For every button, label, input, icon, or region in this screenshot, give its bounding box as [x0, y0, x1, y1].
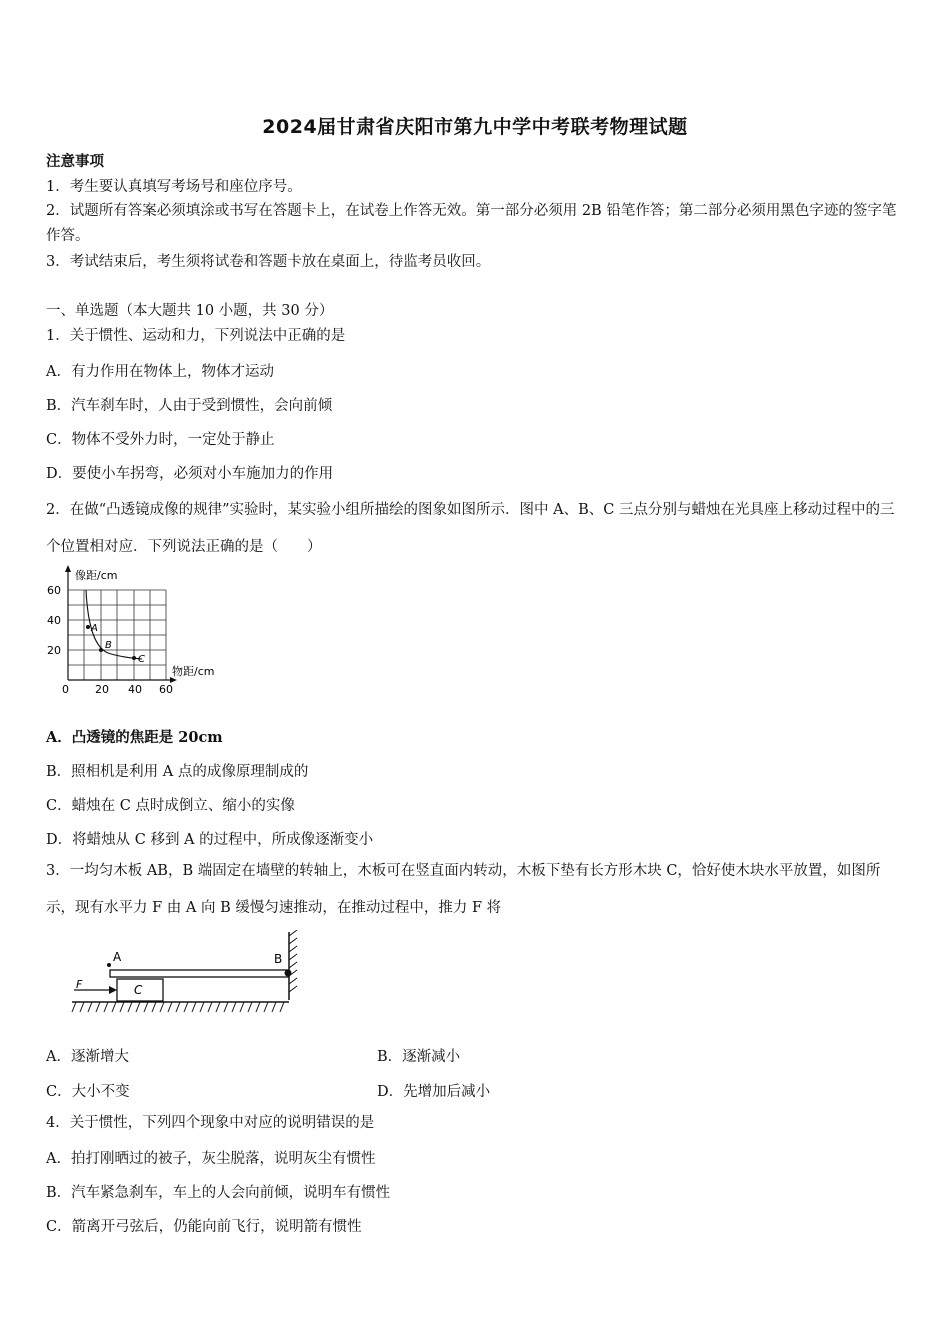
y-axis-label: 像距/cm: [75, 569, 118, 582]
question-4-option-b[interactable]: B．汽车紧急刹车，车上的人会向前倾，说明车有惯性: [46, 1185, 391, 1201]
point-b: [99, 648, 103, 652]
x-tick-60: 60: [159, 683, 173, 696]
y-tick-20: 20: [47, 644, 61, 657]
question-3-option-b[interactable]: B．逐渐减小: [377, 1049, 461, 1065]
question-3-stem: 3．一均匀木板 AB，B 端固定在墙壁的转轴上，木板可在竖直面内转动，木板下垫有长方形木块 C，恰好使木块水平放置，如图所示，现有水平力 F 由 A 向 B 缓慢匀速推动，在推动过程中，推力 F 将: [46, 863, 881, 916]
label-f: F: [76, 978, 83, 991]
question-4-option-a[interactable]: A．拍打刚晒过的被子，灰尘脱落，说明灰尘有惯性: [46, 1151, 376, 1167]
page-title: 2024届甘肃省庆阳市第九中学中考联考物理试题: [262, 116, 688, 138]
notice-item-1: 1．考生要认真填写考场号和座位序号。: [46, 179, 302, 195]
x-tick-20: 20: [95, 683, 109, 696]
question-4-stem: 4．关于惯性，下列四个现象中对应的说明错误的是: [46, 1115, 375, 1131]
label-a: A: [113, 950, 122, 964]
question-3-option-d[interactable]: D．先增加后减小: [377, 1084, 491, 1100]
question-1-option-b[interactable]: B．汽车刹车时，人由于受到惯性，会向前倾: [46, 398, 333, 414]
point-a-dot: [107, 963, 111, 967]
point-c: [132, 656, 136, 660]
label-b: B: [274, 952, 283, 966]
section-heading: 一、单选题（本大题共 10 小题，共 30 分）: [46, 303, 334, 319]
question-3-option-a[interactable]: A．逐渐增大: [46, 1049, 129, 1065]
question-2-option-a[interactable]: A．凸透镜的焦距是 20cm: [46, 729, 223, 746]
notice-item-3: 3．考试结束后，考生须将试卷和答题卡放在桌面上，待监考员收回。: [46, 254, 491, 270]
question-1-option-a[interactable]: A．有力作用在物体上，物体才运动: [46, 364, 274, 380]
plank-figure: [62, 930, 312, 1022]
plank-ab: [110, 970, 289, 977]
question-3-option-c[interactable]: C．大小不变: [46, 1084, 130, 1100]
question-2-option-c[interactable]: C．蜡烛在 C 点时成倒立、缩小的实像: [46, 798, 295, 814]
point-a: [86, 625, 90, 629]
x-axis-label: 物距/cm: [172, 665, 215, 678]
question-1-option-d[interactable]: D．要使小车拐弯，必须对小车施加力的作用: [46, 466, 334, 482]
lens-graph-figure: [44, 562, 244, 700]
x-tick-0: 0: [62, 683, 69, 696]
y-tick-60: 60: [47, 584, 61, 597]
y-tick-40: 40: [47, 614, 61, 627]
question-2-option-d[interactable]: D．将蜡烛从 C 移到 A 的过程中，所成像逐渐变小: [46, 832, 374, 848]
question-1-stem: 1．关于惯性、运动和力，下列说法中正确的是: [46, 328, 346, 344]
y-axis-arrow: [65, 565, 71, 572]
question-1-option-c[interactable]: C．物体不受外力时，一定处于静止: [46, 432, 275, 448]
question-2-stem: 2．在做“凸透镜成像的规律”实验时，某实验小组所描绘的图象如图所示．图中 A、B、C 三点分别与蜡烛在光具座上移动过程中的三个位置相对应．下列说法正确的是（ ）: [46, 502, 895, 555]
label-c: C: [134, 983, 143, 997]
notice-item-2: 2．试题所有答案必须填涂或书写在答题卡上，在试卷上作答无效。第一部分必须用 2B 铅笔作答；第二部分必须用黑色字迹的签字笔作答。: [46, 203, 897, 244]
point-c-label: C: [138, 654, 145, 665]
question-4-option-c[interactable]: C．箭离开弓弦后，仍能向前飞行，说明箭有惯性: [46, 1219, 362, 1235]
point-b-label: B: [105, 640, 112, 651]
pivot-b: [285, 970, 292, 977]
x-tick-40: 40: [128, 683, 142, 696]
notice-heading: 注意事项: [46, 153, 104, 170]
question-2-option-b[interactable]: B．照相机是利用 A 点的成像原理制成的: [46, 764, 309, 780]
force-arrowhead: [109, 986, 117, 994]
point-a-label: A: [91, 623, 98, 634]
